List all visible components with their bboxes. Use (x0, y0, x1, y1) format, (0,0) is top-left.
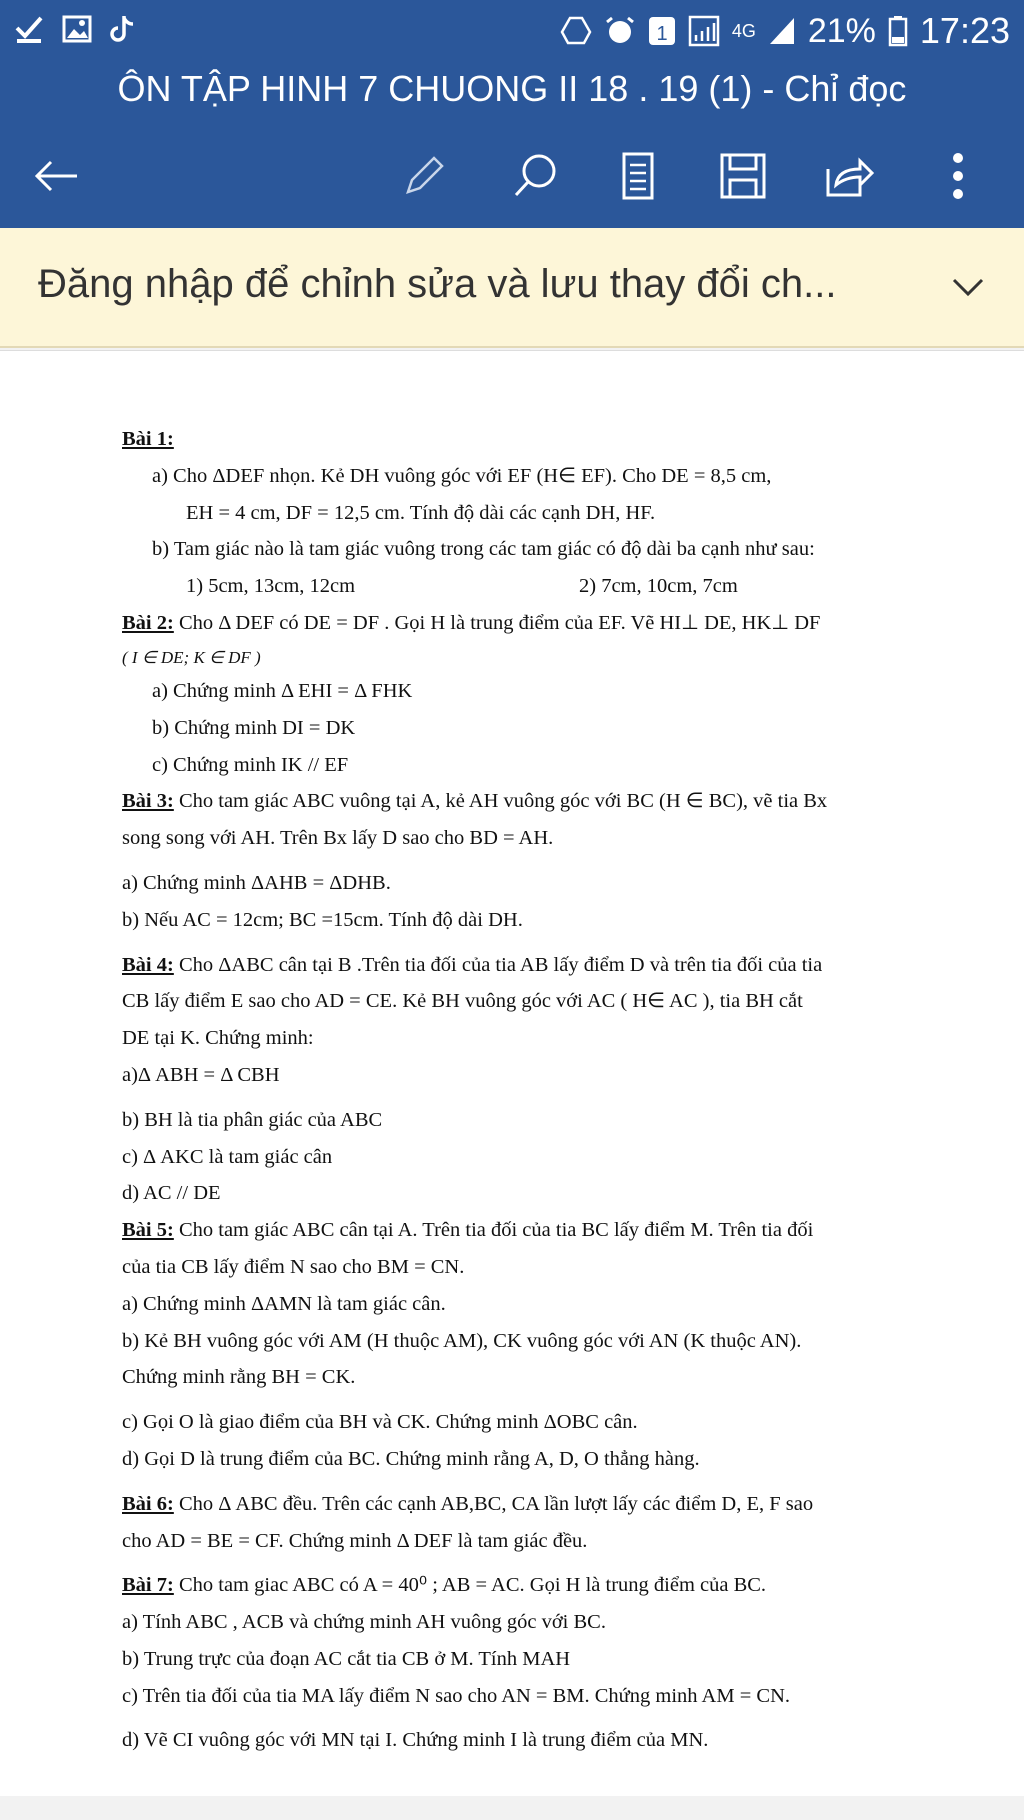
drive-icon (560, 16, 592, 46)
bai7-part-a: a) Tính ABC , ACB và chứng minh AH vuông góc với BC. (122, 1611, 606, 1634)
bai2-part-a: a) Chứng minh Δ EHI = Δ FHK (152, 679, 413, 702)
bai4-line2: CB lấy điểm E sao cho AD = CE. Kẻ BH vuông góc với AC ( H∈ AC ), tia BH cắt (122, 990, 803, 1013)
bai3-part-b: b) Nếu AC = 12cm; BC =15cm. Tính độ dài DH. (122, 908, 523, 931)
signal-box-icon (688, 15, 720, 47)
document-content (122, 423, 972, 1761)
bai6-heading: Bài 6: (122, 1492, 174, 1515)
reading-view-button[interactable] (602, 140, 674, 212)
svg-text:1: 1 (656, 23, 668, 45)
bai6-line1 (122, 1488, 972, 1521)
bai4-line1 (122, 949, 972, 982)
bai7-text: Cho tam giac ABC có A = 40⁰ ; AB = AC. Gọi H là trung điểm của BC. (173, 1574, 767, 1597)
bai7-part-c: c) Trên tia đối của tia MA lấy điểm N sao cho AN = BM. Chứng minh AM = CN. (122, 1684, 791, 1707)
bai4-part-d: d) AC // DE (122, 1182, 221, 1205)
bai1-part-a-line2: EH = 4 cm, DF = 12,5 cm. Tính độ dài các cạnh DH, HF. (186, 501, 656, 524)
bai4-part-c: c) Δ AKC là tam giác cân (122, 1145, 333, 1168)
back-arrow-icon (31, 156, 81, 196)
bai3-line1 (122, 785, 972, 818)
back-button[interactable] (20, 140, 92, 212)
bai2-part-b: b) Chứng minh DI = DK (152, 716, 356, 739)
bai6-line2: cho AD = BE = CF. Chứng minh Δ DEF là tam giác đều. (122, 1529, 588, 1552)
chevron-down-icon[interactable] (948, 268, 988, 308)
more-vertical-icon (950, 152, 966, 200)
bai1-options (122, 570, 972, 603)
app-header (0, 0, 1024, 228)
network-type: 4G (731, 20, 756, 41)
document-page (0, 350, 1024, 1797)
save-icon (719, 152, 767, 200)
clock: 17:23 (919, 10, 1010, 51)
bai3-heading: Bài 3: (122, 790, 174, 813)
bai2-heading: Bài 2: (122, 611, 174, 634)
bai7-heading: Bài 7: (122, 1574, 174, 1597)
bai3-part-a: a) Chứng minh ΔAHB = ΔDHB. (122, 871, 391, 894)
download-done-icon (14, 14, 44, 44)
bai5-part-c: c) Gọi O là giao điểm của BH và CK. Chứng minh ΔOBC cân. (122, 1411, 638, 1434)
tiktok-icon (110, 14, 136, 44)
bai7-line1 (122, 1569, 972, 1602)
bai5-part-d: d) Gọi D là trung điểm của BC. Chứng minh rằng A, D, O thẳng hàng. (122, 1447, 700, 1470)
bai5-part-b-line1: b) Kẻ BH vuông góc với AM (H thuộc AM), CK vuông góc với AN (K thuộc AN). (122, 1329, 802, 1352)
bai2-line1 (122, 607, 972, 640)
bai5-text1: Cho tam giác ABC cân tại A. Trên tia đối của tia BC lấy điểm M. Trên tia đối (173, 1219, 814, 1242)
document-title: ÔN TẬP HINH 7 CHUONG II 18 . 19 (1) - Chỉ đọc (117, 68, 907, 109)
alarm-icon (604, 15, 636, 47)
bai2-text: Cho Δ DEF có DE = DF . Gọi H là trung điểm của EF. Vẽ HI⊥ DE, HK⊥ DF (173, 611, 821, 634)
document-view-icon (621, 151, 655, 201)
more-options-button[interactable] (922, 140, 994, 212)
bai4-line3: DE tại K. Chứng minh: (122, 1027, 314, 1050)
gallery-icon (62, 14, 92, 44)
battery-icon (888, 15, 908, 47)
bai4-heading: Bài 4: (122, 953, 174, 976)
bai1-part-a-line1: a) Cho ΔDEF nhọn. Kẻ DH vuông góc với EF (H∈ EF). Cho DE = 8,5 cm, (152, 464, 772, 487)
banner-text: Đăng nhập để chỉnh sửa và lưu thay đổi ch... (38, 262, 837, 306)
share-button[interactable] (813, 140, 885, 212)
status-right-icons (560, 10, 1010, 52)
bai5-line2: của tia CB lấy điểm N sao cho BM = CN. (122, 1255, 465, 1278)
bai3-line2: song song với AH. Trên Bx lấy D sao cho BD = AH. (122, 827, 554, 850)
bai1-part-b: b) Tam giác nào là tam giác vuông trong các tam giác có độ dài ba cạnh như sau: (152, 538, 815, 561)
search-button[interactable] (500, 140, 572, 212)
battery-percent: 21% (807, 11, 876, 50)
save-button[interactable] (707, 140, 779, 212)
share-icon (824, 153, 874, 199)
bai4-part-b: b) BH là tia phân giác của ABC (122, 1108, 383, 1131)
bai7-part-b: b) Trung trực của đoạn AC cắt tia CB ở M. Tính MAH (122, 1647, 571, 1670)
bai1-option-1: 1) 5cm, 13cm, 12cm (186, 575, 356, 598)
bai1-heading: Bài 1: (122, 428, 174, 450)
bai4-part-a: a)Δ ABH = Δ CBH (122, 1063, 280, 1086)
bai5-part-b-line2: Chứng minh rằng BH = CK. (122, 1366, 356, 1389)
sign-in-banner[interactable] (0, 228, 1024, 348)
bai6-text1: Cho Δ ABC đều. Trên các cạnh AB,BC, CA lần lượt lấy các điểm D, E, F sao (173, 1492, 814, 1515)
bai4-text1: Cho ΔABC cân tại B .Trên tia đối của tia AB lấy điểm D và trên tia đối của tia (173, 953, 823, 976)
bottom-strip (0, 1796, 1024, 1820)
bai7-part-d: d) Vẽ CI vuông góc với MN tại I. Chứng minh I là trung điểm của MN. (122, 1729, 709, 1752)
signal-icon (768, 16, 796, 46)
bai3-text1: Cho tam giác ABC vuông tại A, kẻ AH vuông góc với BC (H ∈ BC), vẽ tia Bx (173, 790, 828, 813)
toolbar (0, 140, 1024, 212)
bai5-part-a: a) Chứng minh ΔAMN là tam giác cân. (122, 1292, 446, 1315)
status-bar (0, 0, 1024, 60)
bai1-option-2: 2) 7cm, 10cm, 7cm (579, 575, 738, 598)
edit-button[interactable] (388, 140, 460, 212)
status-left-icons (14, 14, 136, 44)
bai2-condition: ( I ∈ DE; K ∈ DF ) (122, 647, 261, 667)
sim-icon (648, 15, 676, 47)
bai2-part-c: c) Chứng minh IK // EF (152, 753, 349, 776)
bai5-heading: Bài 5: (122, 1219, 174, 1242)
bai5-line1 (122, 1214, 972, 1247)
search-icon (511, 151, 561, 201)
pencil-icon (400, 152, 448, 200)
